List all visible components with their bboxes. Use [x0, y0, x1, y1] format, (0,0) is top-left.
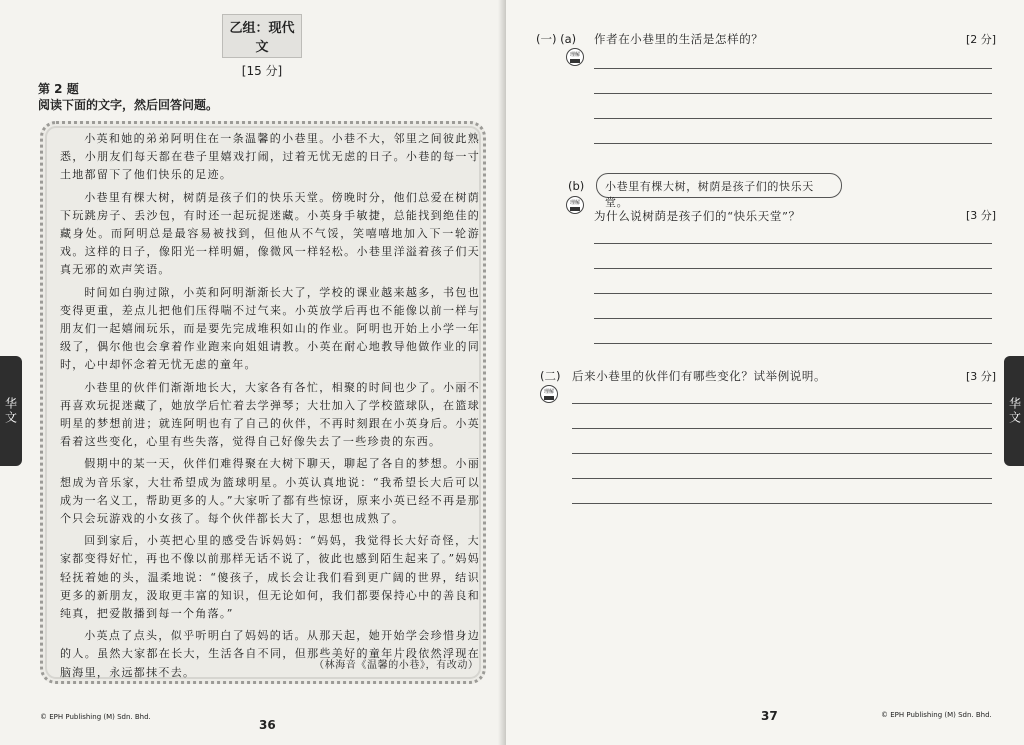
paragraph: 小英点了点头，似乎听明白了妈妈的话。从那天起，她开始学会珍惜身边的人。虽然大家都在长大，生活各自不同，但那些美好的童年片段依然浮现在脑海里，永远都抹不去。: [60, 629, 480, 679]
subject-tab: 华文: [0, 356, 22, 466]
left-page: [0, 0, 506, 745]
answer-line[interactable]: [594, 318, 992, 319]
passage-source: （林海音《温馨的小巷》，有改动）: [314, 660, 479, 671]
skill-badge-icon: [540, 385, 558, 403]
question-text: 作者在小巷里的生活是怎样的？: [594, 32, 764, 46]
quote-bubble: 小巷里有棵大树，树荫是孩子们的快乐天堂。: [596, 173, 842, 198]
question-marks: [3 分]: [966, 209, 997, 222]
answer-line[interactable]: [594, 343, 992, 344]
answer-line[interactable]: [594, 293, 992, 294]
section-title: 乙组：现代文: [222, 14, 302, 58]
skill-badge-icon: [566, 196, 584, 214]
passage-text: [60, 130, 480, 686]
badge-label: 理解: [569, 199, 580, 206]
question-marks: [2 分]: [966, 33, 997, 46]
skill-badge-icon: [566, 48, 584, 66]
answer-line[interactable]: [594, 243, 992, 244]
subject-tab: 华文: [1004, 356, 1024, 466]
answer-line[interactable]: [594, 93, 992, 94]
badge-dot-icon: [570, 59, 580, 63]
question-label: (二): [540, 369, 561, 383]
question-heading: [38, 81, 218, 113]
answer-line[interactable]: [594, 68, 992, 69]
instruction: 阅读下面的文字，然后回答问题。: [38, 98, 219, 112]
answer-line[interactable]: [572, 503, 992, 504]
answer-line[interactable]: [572, 403, 992, 404]
badge-dot-icon: [570, 207, 580, 211]
paragraph: 时间如白驹过隙，小英和阿明渐渐长大了，学校的课业越来越多，书包也变得更重，差点儿把他们压得喘不过气来。小英放学后再也不能像以前一样与朋友们一起嬉闹玩乐，而是要先完成堆积如山的作业。阿明也开始上小学一年级了，偶尔他也会拿着作业跑来向姐姐请教。小英在耐心地教导他做作业的同时，心中却怀念着无忧无虑的童年。: [60, 285, 480, 372]
page-number: 37: [761, 709, 778, 723]
answer-line[interactable]: [594, 143, 992, 144]
question-text: 后来小巷里的伙伴们有哪些变化？试举例说明。: [572, 369, 827, 383]
badge-label: 理解: [543, 388, 554, 395]
question-label: (一) (a): [536, 32, 577, 46]
question-marks: [3 分]: [966, 370, 997, 383]
answer-line[interactable]: [594, 268, 992, 269]
paragraph: 小英和她的弟弟阿明住在一条温馨的小巷里。小巷不大，邻里之间彼此熟悉，小朋友们每天都在巷子里嬉戏打闹，过着无忧无虑的日子。小巷的每一寸土地都留下了他们快乐的足迹。: [60, 132, 480, 182]
section-header: [222, 14, 302, 79]
copyright-footer: © EPH Publishing (M) Sdn. Bhd.: [40, 713, 151, 721]
answer-line[interactable]: [594, 118, 992, 119]
badge-label: 理解: [569, 51, 580, 58]
paragraph: 假期中的某一天，伙伴们难得聚在大树下聊天，聊起了各自的梦想。小丽想成为音乐家，大壮希望成为篮球明星。小英认真地说：“我希望长大后可以成为一名义工，帮助更多的人。”大家听了都有些惊讶，原来小英已经不再是那个只会玩游戏的小女孩了。每个伙伴都长大了，思想也成熟了。: [60, 457, 480, 526]
section-marks: [15 分]: [241, 64, 283, 78]
question-label: (b): [568, 179, 585, 193]
paragraph: 小巷里的伙伴们渐渐地长大，大家各有各忙，相聚的时间也少了。小丽不再喜欢玩捉迷藏了，她放学后忙着去学弹琴；大壮加入了学校篮球队，在篮球明星的梦想前进；就连阿明也有了自己的伙伴，不再时刻跟在小英身后。小英看着这些变化，心里有些失落，觉得自己好像失去了一些珍贵的东西。: [60, 380, 480, 449]
paragraph: 小巷里有棵大树，树荫是孩子们的快乐天堂。傍晚时分，他们总爱在树荫下玩跳房子、丢沙包，有时还一起玩捉迷藏。小英身手敏捷，总能找到绝佳的藏身处。而阿明总是最容易被找到，但他从不气馁，笑嘻嘻地加入下一轮游戏。这样的日子，像阳光一样明媚，像微风一样轻松。小巷里洋溢着孩子们天真无邪的欢声笑语。: [60, 190, 480, 277]
answer-line[interactable]: [572, 428, 992, 429]
badge-dot-icon: [544, 396, 554, 400]
question-text: 为什么说树荫是孩子们的“快乐天堂”？: [594, 209, 801, 223]
page-number: 36: [259, 718, 276, 732]
paragraph: 回到家后，小英把心里的感受告诉妈妈：“妈妈，我觉得长大好奇怪，大家都变得好忙，再也不像以前那样无话不说了，彼此也感到陌生起来了。”妈妈轻抚着她的头，温柔地说：“傻孩子，成长会让我们看到更广阔的世界，结识更多的新朋友，汲取更丰富的知识，但无论如何，我们都要保持心中的善良和纯真，把爱散播到每一个角落。”: [60, 534, 480, 621]
answer-line[interactable]: [572, 478, 992, 479]
copyright-footer: © EPH Publishing (M) Sdn. Bhd.: [881, 711, 992, 719]
question-number: 第 2 题: [38, 82, 79, 96]
answer-line[interactable]: [572, 453, 992, 454]
